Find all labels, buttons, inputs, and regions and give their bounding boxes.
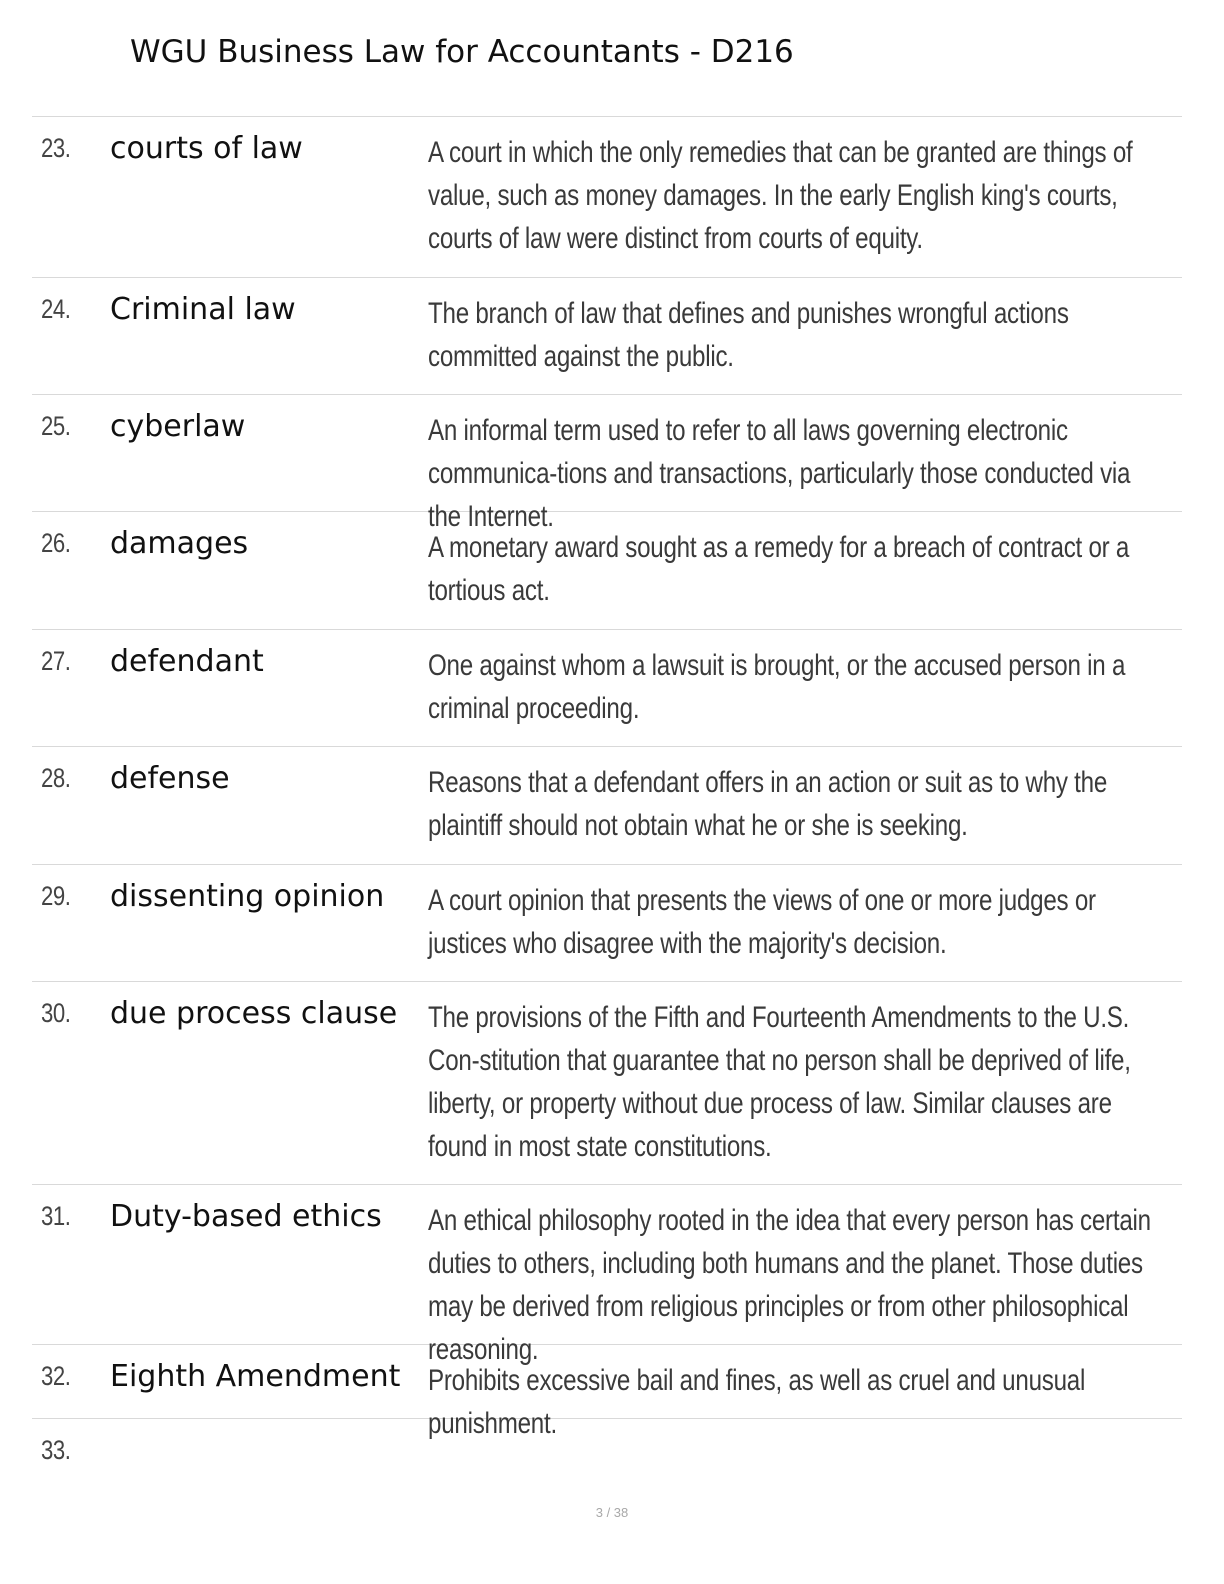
term-number: 30. <box>41 998 71 1028</box>
term-definition: A monetary award sought as a remedy for a breach of contract or a tortious act. <box>428 531 1130 607</box>
term-number: 31. <box>41 1201 71 1231</box>
term-definition: A court opinion that presents the views of one or more judges or justices who disagree with the majority's decision. <box>428 884 1096 960</box>
document-title: WGU Business Law for Accountants - D216 <box>130 34 794 70</box>
term-word: cyberlaw <box>110 409 246 444</box>
term-number: 25. <box>41 411 71 441</box>
term-word: due process clause <box>110 996 398 1031</box>
term-number: 23. <box>41 133 71 163</box>
term-row <box>32 395 1182 533</box>
term-definition: The branch of law that defines and punishes wrongful actions committed against the public. <box>428 297 1069 373</box>
term-row <box>32 865 1182 982</box>
term-row <box>32 278 1182 395</box>
term-definition: Prohibits excessive bail and fines, as well as cruel and unusual punishment. <box>428 1364 1086 1440</box>
page-number: 3 / 38 <box>595 1505 629 1520</box>
term-word: courts of law <box>110 131 303 166</box>
term-word: defense <box>110 761 230 796</box>
term-row <box>32 512 1182 630</box>
term-number: 28. <box>41 763 71 793</box>
term-number: 24. <box>41 294 71 324</box>
term-list <box>32 116 1182 1489</box>
term-word: dissenting opinion <box>110 879 385 914</box>
term-number: 33. <box>41 1435 71 1465</box>
term-row <box>32 982 1182 1185</box>
term-row <box>32 1345 1182 1440</box>
term-word: Criminal law <box>110 292 296 327</box>
term-definition: One against whom a lawsuit is brought, or the accused person in a criminal proceeding. <box>428 649 1126 725</box>
term-definition: An ethical philosophy rooted in the idea that every person has certain duties to others, including both humans and the planet. Those duties may be derived from religious principles or from other philosophical reasoning. <box>428 1204 1151 1366</box>
term-row <box>32 630 1182 747</box>
term-number: 29. <box>41 881 71 911</box>
term-number: 27. <box>41 646 71 676</box>
term-row <box>32 747 1182 865</box>
term-definition: An informal term used to refer to all laws governing electronic communica-tions and transactions, particularly those conducted via the Internet. <box>428 414 1131 533</box>
term-row <box>32 1419 1182 1489</box>
term-word: damages <box>110 526 249 561</box>
term-definition: Reasons that a defendant offers in an action or suit as to why the plaintiff should not obtain what he or she is seeking. <box>428 766 1108 842</box>
term-number: 32. <box>41 1361 71 1391</box>
term-definition: A court in which the only remedies that can be granted are things of value, such as money damages. In the early English king's courts, courts of law were distinct from courts of equity. <box>428 136 1133 255</box>
term-word: Duty-based ethics <box>110 1199 382 1234</box>
term-word: defendant <box>110 644 264 679</box>
term-row <box>32 117 1182 278</box>
term-word: Eighth Amendment <box>110 1359 401 1394</box>
term-row <box>32 1185 1182 1366</box>
term-definition: The provisions of the Fifth and Fourteenth Amendments to the U.S. Con-stitution that guarantee that no person shall be deprived of life, liberty, or property without due process of law. Similar clauses are found in most state constitutions. <box>428 1001 1131 1163</box>
term-number: 26. <box>41 528 71 558</box>
